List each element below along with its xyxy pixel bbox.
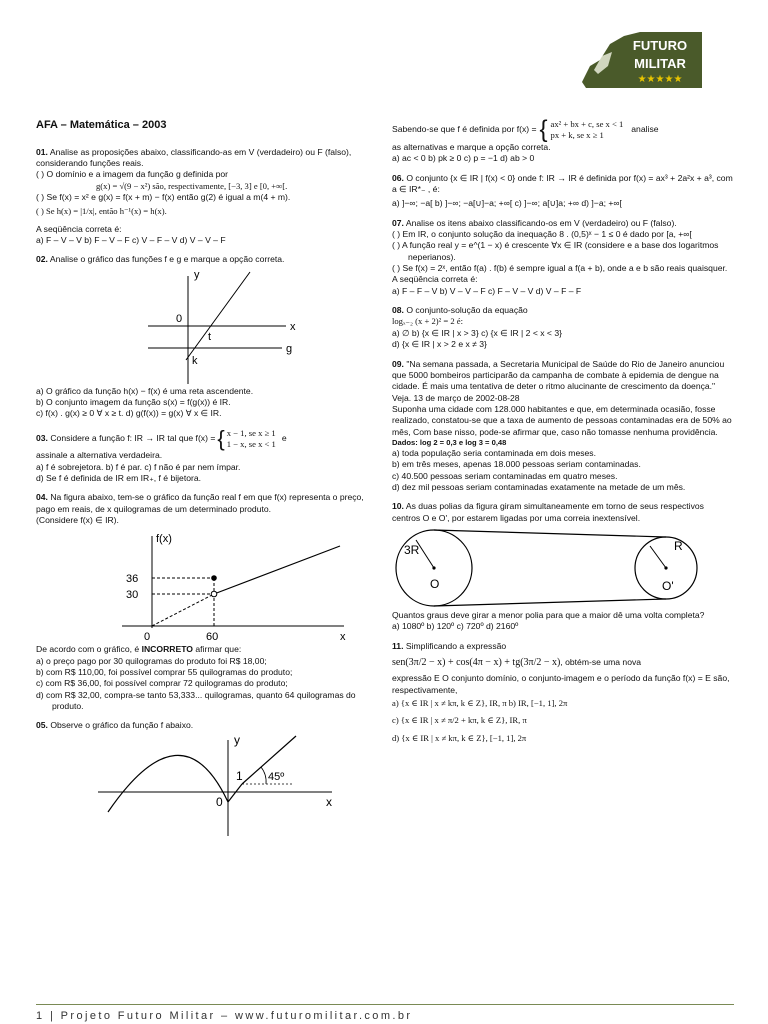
q11-expression: sen(3π/2 − x) + cos(4π − x) + tg(3π/2 − x), obtém-se uma nova (392, 657, 642, 669)
q08-text: 08. O conjunto-solução da equação (392, 305, 528, 316)
q02-cd: c) f(x) . g(x) ≥ 0 ∀ x ≥ t. d) g(f(x)) = g(x) ∀ x ∈ IR. (36, 408, 222, 419)
q04-a: a) o preço pago por 30 quilogramas do produto foi R$ 18,00; (36, 655, 267, 666)
q04-label-60: 60 (206, 631, 219, 644)
q06-options: a) ]−∞; −a[ b) ]−∞; −a[∪]−a; +∞[ c) ]−∞; a[∪]a; +∞ d) ]−a; +∞[ (392, 198, 622, 209)
q02-b: b) O conjunto imagem da função s(x) = f(g(x)) é IR. (36, 396, 231, 407)
q01-item1a: ( ) O domínio e a imagem da função g definida por (36, 169, 229, 180)
logo-line2: MILITAR (634, 56, 686, 71)
q10-text: 10. As duas polias da figura giram simultaneamente em torno de seus respectivos centros O e O', por estarem ligadas por uma correia inextensível. (392, 501, 704, 523)
q08-abc: a) ∅ b) {x ∈ IR | x > 3} c) {x ∈ IR | 2 < x < 3} (392, 327, 562, 338)
q02-graph (146, 268, 378, 386)
q04-note: (Considere f(x) ∈ IR). (36, 515, 119, 526)
q10-label-o: O (430, 576, 440, 591)
q01-intro: 01. Analise as proposições abaixo, classificando-as em V (verdadeiro) ou F (falso), considerando funções reais. (36, 146, 352, 168)
q01-options: a) F – V – V b) F – V – F c) V – F – V d) V – V – F (36, 234, 226, 245)
q09-quote: 09. "Na semana passada, a Secretaria Municipal de Saúde do Rio de Janeiro anunciou que 5000 bombeiros participarão da campanha de combate à epidemia de dengue na cidade. É mais uma tentativa de deter o ritmo alucinante de crescimento da doença." Veja. 13 de março de 2002-08-28 (392, 358, 725, 403)
q04-label-fx: f(x) (156, 533, 172, 546)
q02-label-t: t (208, 330, 212, 343)
q10-label-o2: O' (662, 578, 674, 593)
q09-a: a) toda população seria contaminada em dois meses. (392, 447, 596, 458)
q11-d: d) {x ∈ IR | x ≠ kπ, k ∈ Z}, [−1, 1], 2π (392, 732, 527, 743)
q05-graph (82, 734, 378, 838)
q05-label-o: 0 (216, 794, 223, 809)
q04-graph (112, 532, 378, 644)
q03-d: d) Se f é definida de IR em IR₊, f é bijetora. (36, 473, 202, 484)
q06-text: 06. O conjunto {x ∈ IR | f(x) < 0} onde f: IR → IR é definida por f(x) = ax³ + 2a²x + a³, com a ∈ IR*₋ , é: (392, 172, 733, 195)
q01-seq: A seqüência correta é: (36, 223, 122, 234)
q09-b: b) em três meses, apenas 18.000 pessoas seriam contaminadas. (392, 459, 641, 470)
q08-eq: logₓ₋₂ (x + 2)² = 2 é: (392, 316, 463, 327)
q09-data: Dados: log 2 = 0,3 e log 3 = 0,48 (392, 437, 507, 447)
q10-options: a) 1080º b) 120º c) 720º d) 2160º (392, 621, 519, 632)
q02-label-k: k (192, 354, 198, 367)
page-footer: 1 | Projeto Futuro Militar – www.futuromilitar.com.br (36, 1004, 734, 1024)
q01-item3: ( ) Se h(x) = |1/x|, então h⁻¹(x) = h(x). (36, 206, 167, 217)
q07-item1: ( ) Em IR, o conjunto solução da inequação 8 . (0,5)ˣ − 1 ≤ 0 é dado por [a, +∞[ (392, 229, 692, 240)
q04-label-36: 36 (126, 573, 139, 586)
q09-text: Suponha uma cidade com 128.000 habitantes e que, em determinada ocasião, fosse realizado, constatou-se que a taxa de aumento de pessoas contaminadas era de 50% ao mês, Com base nisso, pode-se afirmar que, caso não tomasse nenhuma providência. (392, 403, 732, 437)
q10-question: Quantos graus deve girar a menor polia para que a maior dê uma volta completa? (392, 609, 705, 620)
q02-label-x: x (290, 320, 296, 333)
q07-intro: 07. Analise os itens abaixo classificando-os em V (verdadeiro) ou F (falso). (392, 217, 677, 228)
q04-label-o: 0 (144, 631, 151, 644)
q05-options: a) ac < 0 b) pk ≥ 0 c) p = −1 d) ab > 0 (392, 153, 535, 164)
futuro-militar-logo (580, 26, 704, 92)
q11-c: c) {x ∈ IR | x ≠ π/2 + kπ, k ∈ Z}, IR, π (392, 715, 527, 726)
q02-label-y: y (194, 268, 200, 281)
q11-ab: a) {x ∈ IR | x ≠ kπ, k ∈ Z}, IR, π b) IR, [−1, 1], 2π (392, 697, 568, 708)
q11-text2: expressão E O conjunto domínio, o conjunto-imagem e o período da função f(x) = E são, respectivamente, (392, 673, 730, 695)
q03-case2: 1 − x, se x < 1 (226, 438, 276, 449)
q05-case1: ax² + bx + c, se x < 1 (550, 118, 624, 129)
q05-label-angle: 45º (268, 770, 285, 783)
q02-label-o: 0 (176, 312, 183, 325)
q04-label-30: 30 (126, 589, 139, 602)
q05-label-1: 1 (236, 768, 243, 783)
q11-text: 11. Simplificando a expressão (392, 640, 507, 651)
q04-question: De acordo com o gráfico, é INCORRETO afirmar que: (36, 644, 242, 655)
left-column (36, 118, 378, 838)
q04-label-x: x (340, 631, 346, 644)
q09-c: c) 40.500 pessoas seriam contaminadas em quatro meses. (392, 470, 618, 481)
q08-d: d) {x ∈ IR | x > 2 e x ≠ 3} (392, 339, 487, 350)
q10-label-3r: 3R (404, 542, 420, 557)
q03-text2: assinale a alternativa verdadeira. (36, 450, 163, 461)
q02-text: 02. Analise o gráfico das funções f e g e marque a opção correta. (36, 254, 285, 265)
q03-abc: a) f é sobrejetora. b) f é par. c) f não é par nem ímpar. (36, 461, 241, 472)
q07-item2: ( ) A função real y = e^(1 − x) é crescente ∀x ∈ IR (considere e a base dos logaritmos neperianos). (392, 240, 719, 262)
doc-title: AFA – Matemática – 2003 (36, 119, 167, 131)
q10-figure (392, 526, 734, 610)
q04-text: 04. Na figura abaixo, tem-se o gráfico da função real f em que f(x) representa o preço, pago em reais, de x quilogramas de um determinado produto. (36, 492, 364, 514)
right-column (392, 118, 734, 744)
q05-label-y: y (234, 733, 240, 747)
q05-label-x: x (326, 794, 332, 809)
q04-c: c) com R$ 36,00, foi possível comprar 72 quilogramas do produto; (36, 678, 288, 689)
q05-definition: Sabendo-se que f é definida por f(x) = { ax² + bx + c, se x < 1 px + k, se x ≥ 1 analise (392, 116, 659, 143)
q10-label-r: R (674, 538, 683, 553)
q04-d: d) com R$ 32,00, compra-se tanto 53,333... quilogramas, quanto 64 quilogramas do produto. (36, 689, 356, 712)
q01-item2: ( ) Se f(x) = x² e g(x) = f(x + m) − f(x) então g(2) é igual a m(4 + m). (36, 191, 291, 202)
logo-stars: ★★★★★ (637, 74, 683, 85)
q05-case2: px + k, se x ≥ 1 (550, 130, 604, 140)
q07-options: a) F – F – V b) V – V – F c) F – V – V d) V – F – F (392, 285, 582, 296)
logo-line1: FUTURO (632, 38, 688, 53)
q04-b: b) com R$ 110,00, foi possível comprar 55 quilogramas do produto; (36, 667, 293, 678)
q07-item3: ( ) Se f(x) = 2ˣ, então f(a) . f(b) é sempre igual a f(a + b), onde a e b são reais quaisquer. (392, 263, 728, 274)
q02-a: a) O gráfico da função h(x) − f(x) é uma reta ascendente. (36, 385, 254, 396)
q03-statement: 03. Considere a função f: IR → IR tal que f(x) = { x − 1, se x ≥ 1 1 − x, se x < 1 e (36, 425, 287, 451)
q03-case1: x − 1, se x ≥ 1 (226, 427, 276, 438)
q01-item1b: g(x) = √(9 − x²) são, respectivamente, [−3, 3] e [0, +∞[. (96, 180, 288, 191)
q09-d: d) dez mil pessoas seriam contaminadas exatamente na metade de um mês. (392, 481, 686, 492)
q05-text3: as alternativas e marque a opção correta. (392, 142, 551, 152)
q05-text: 05. Observe o gráfico da função f abaixo. (36, 720, 194, 731)
q07-seq: A seqüência correta é: (392, 274, 478, 285)
q02-label-g: g (286, 342, 293, 355)
